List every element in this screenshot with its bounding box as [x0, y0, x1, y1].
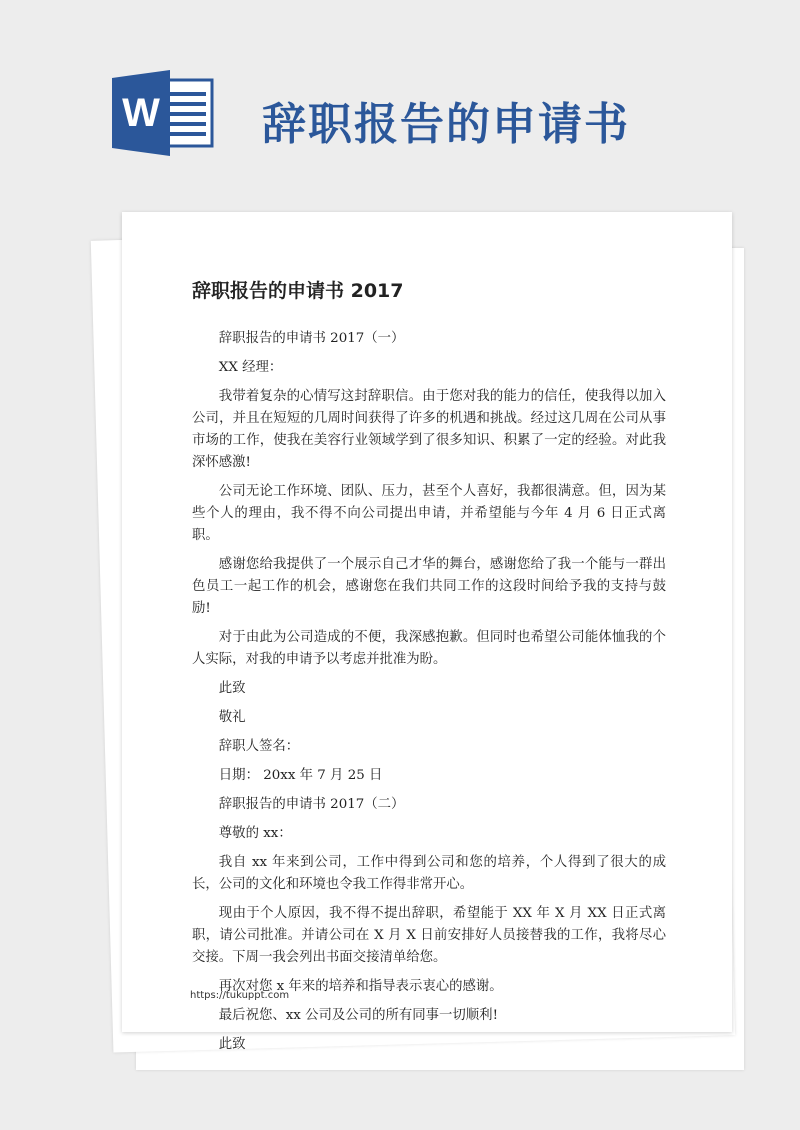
closing-2: 此致: [218, 1037, 246, 1052]
salutation-2: 尊敬的 xx：: [218, 826, 292, 841]
section-heading-2: 辞职报告的申请书 2017（二）: [218, 797, 405, 812]
paragraph: 现由于个人原因，我不得不提出辞职，希望能于 XX 年 X 月 XX 日正式离职，请公司批准。并请公司在 X 月 X 日前安排好人员接替我的工作，我将尽心交接。下周一我会列出书面交接清单给您。: [192, 906, 666, 965]
footer-url[interactable]: https://tukuppt.com: [190, 990, 290, 1001]
word-document-icon: [112, 70, 214, 156]
paragraph: 公司无论工作环境、团队、压力，甚至个人喜好，我都很满意。但，因为某些个人的理由，我不得不向公司提出申请，并希望能与今年 4 月 6 日正式离职。: [192, 484, 666, 543]
date-line: 日期： 20xx 年 7 月 25 日: [218, 768, 383, 783]
paragraph: 对于由此为公司造成的不便，我深感抱歉。但同时也希望公司能体恤我的个人实际，对我的申请予以考虑并批准为盼。: [192, 630, 666, 667]
paragraph: 我带着复杂的心情写这封辞职信。由于您对我的能力的信任，使我得以加入公司，并且在短短的几周时间获得了许多的机遇和挑战。经过这几周在公司从事市场的工作，使我在美容行业领域学到了很多知识、积累了一定的经验。对此我深怀感激!: [192, 389, 666, 470]
header-title: 辞职报告的申请书: [262, 99, 630, 150]
signature-line: 辞职人签名：: [218, 739, 300, 754]
document-title: 辞职报告的申请书 2017: [192, 280, 404, 302]
closing-1: 此致: [218, 681, 246, 696]
document-body: [192, 276, 666, 1063]
paragraph: 再次对您 x 年来的培养和指导表示衷心的感谢。: [218, 979, 503, 994]
paragraph: 感谢您给我提供了一个展示自己才华的舞台，感谢您给了我一个能与一群出色员工一起工作的机会，感谢您在我们共同工作的这段时间给予我的支持与鼓励!: [192, 557, 666, 616]
regards: 敬礼: [218, 710, 246, 725]
word-logo-letter: W: [122, 91, 160, 135]
salutation-1: XX 经理：: [218, 360, 283, 375]
section-heading-1: 辞职报告的申请书 2017（一）: [218, 331, 405, 346]
paragraph: 我自 xx 年来到公司，工作中得到公司和您的培养，个人得到了很大的成长，公司的文化和环境也令我工作得非常开心。: [192, 855, 666, 892]
paragraph: 最后祝您、xx 公司及公司的所有同事一切顺利!: [218, 1008, 498, 1023]
